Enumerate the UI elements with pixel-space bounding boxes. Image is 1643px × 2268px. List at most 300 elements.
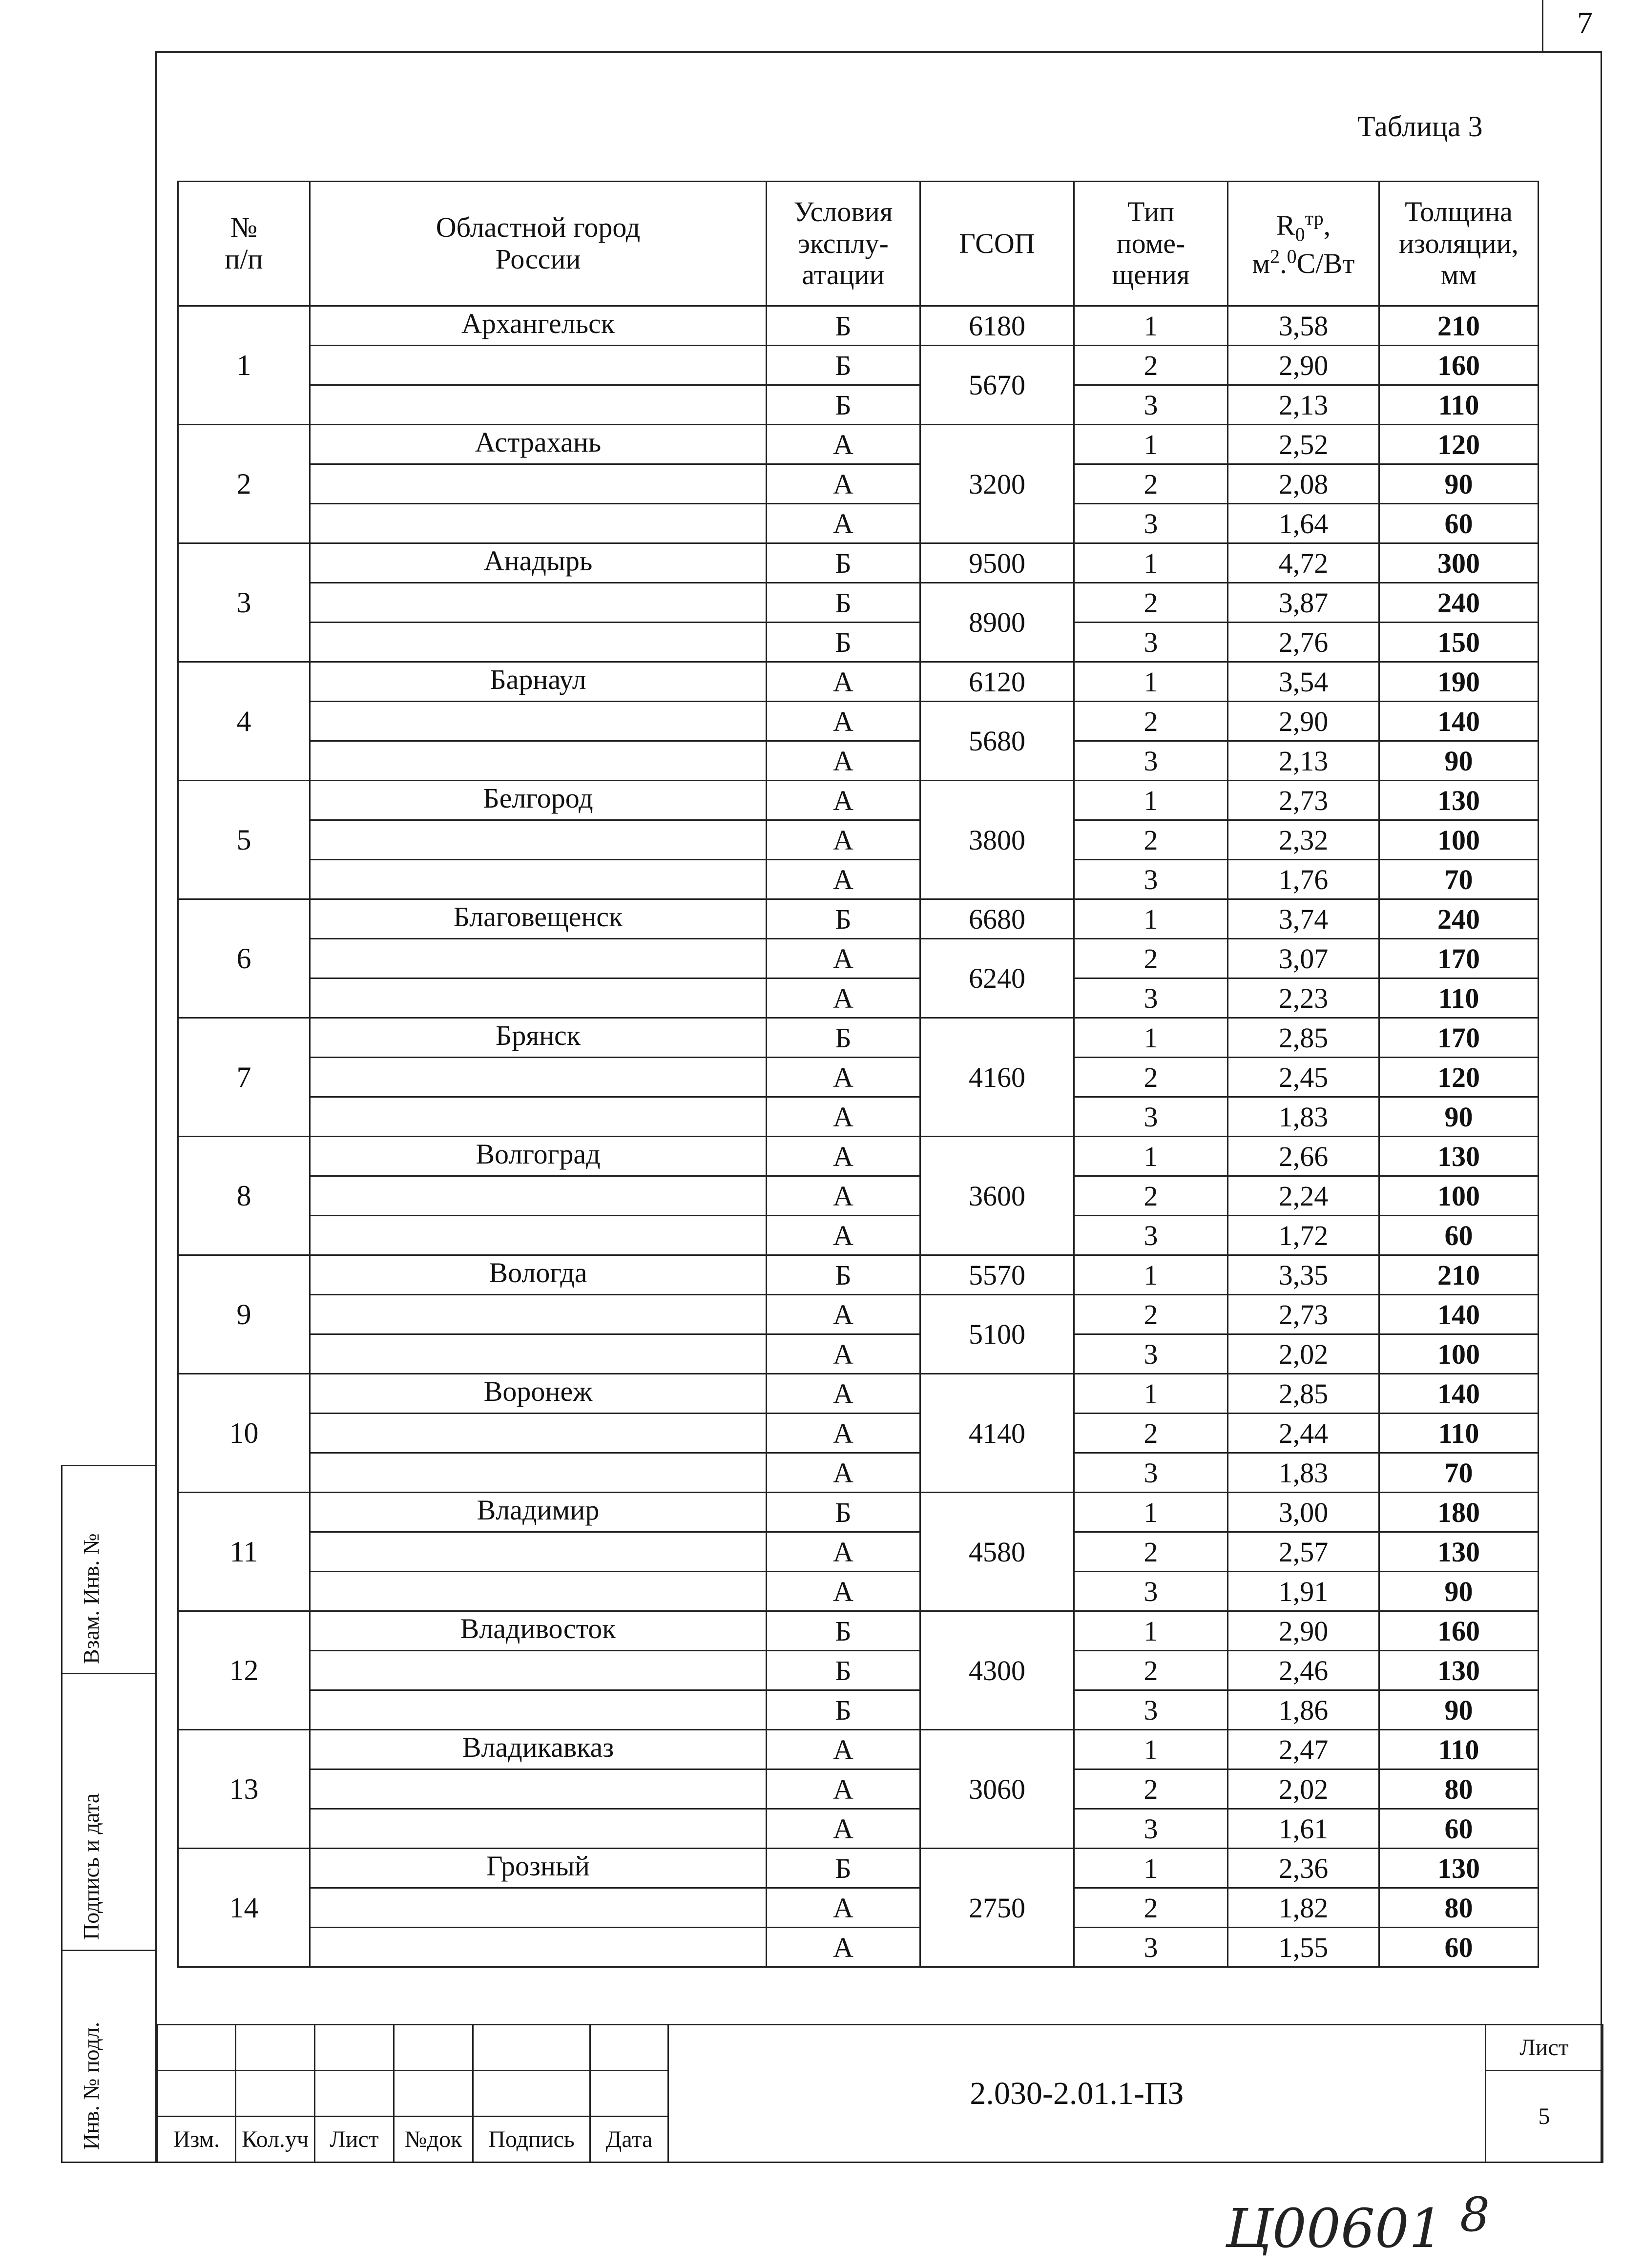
thickness-cell: 120 bbox=[1379, 425, 1539, 464]
thickness-cell: 240 bbox=[1379, 899, 1539, 939]
thickness-cell: 80 bbox=[1379, 1888, 1539, 1928]
room-type-cell: 3 bbox=[1074, 1216, 1228, 1255]
city-name: Барнаул bbox=[310, 662, 767, 702]
table-row bbox=[178, 1453, 1539, 1493]
tb-cell bbox=[315, 2025, 394, 2071]
room-type-cell: 2 bbox=[1074, 1651, 1228, 1690]
page-number: 7 bbox=[1577, 5, 1593, 40]
conditions-cell: А bbox=[767, 1414, 920, 1453]
city-empty-cell bbox=[310, 1928, 767, 1967]
table-row bbox=[178, 1611, 1539, 1651]
gsop-cell: 3200 bbox=[920, 425, 1074, 543]
table-row bbox=[178, 1928, 1539, 1967]
table-row bbox=[178, 1493, 1539, 1532]
tb-cell bbox=[590, 2025, 668, 2071]
room-type-cell: 3 bbox=[1074, 385, 1228, 425]
table-row bbox=[178, 385, 1539, 425]
conditions-cell: Б bbox=[767, 1018, 920, 1058]
city-name: Вологда bbox=[310, 1255, 767, 1295]
tb-cell bbox=[158, 2025, 236, 2071]
city-empty-cell bbox=[310, 1651, 767, 1690]
table-row bbox=[178, 820, 1539, 860]
city-empty-cell bbox=[310, 1532, 767, 1572]
gsop-cell: 6240 bbox=[920, 939, 1074, 1018]
thickness-cell: 60 bbox=[1379, 1928, 1539, 1967]
table-row bbox=[178, 1730, 1539, 1769]
row-number: 3 bbox=[178, 543, 310, 662]
thickness-cell: 110 bbox=[1379, 1414, 1539, 1453]
resistance-cell: 2,76 bbox=[1228, 623, 1379, 662]
conditions-cell: А bbox=[767, 741, 920, 781]
conditions-cell: А bbox=[767, 860, 920, 899]
resistance-cell: 3,58 bbox=[1228, 306, 1379, 346]
conditions-cell: Б bbox=[767, 623, 920, 662]
city-empty-cell bbox=[310, 1453, 767, 1493]
tb-cell bbox=[473, 2025, 590, 2071]
table-row bbox=[178, 1018, 1539, 1058]
room-type-cell: 3 bbox=[1074, 741, 1228, 781]
thickness-cell: 90 bbox=[1379, 1572, 1539, 1611]
city-empty-cell bbox=[310, 860, 767, 899]
table-row bbox=[178, 860, 1539, 899]
table-row bbox=[178, 702, 1539, 741]
conditions-cell: А bbox=[767, 1453, 920, 1493]
city-empty-cell bbox=[310, 1097, 767, 1137]
conditions-cell: А bbox=[767, 1809, 920, 1849]
row-number: 6 bbox=[178, 899, 310, 1018]
resistance-cell: 2,57 bbox=[1228, 1532, 1379, 1572]
conditions-cell: Б bbox=[767, 583, 920, 623]
gsop-cell: 3600 bbox=[920, 1137, 1074, 1255]
table-row bbox=[178, 504, 1539, 543]
table-row bbox=[178, 1216, 1539, 1255]
resistance-cell: 2,08 bbox=[1228, 464, 1379, 504]
resistance-cell: 2,32 bbox=[1228, 820, 1379, 860]
room-type-cell: 3 bbox=[1074, 623, 1228, 662]
sheet-label: Лист bbox=[1486, 2025, 1603, 2071]
gsop-cell: 6120 bbox=[920, 662, 1074, 702]
table-caption: Таблица 3 bbox=[1357, 110, 1483, 143]
conditions-cell: Б bbox=[767, 1690, 920, 1730]
row-number: 1 bbox=[178, 306, 310, 425]
conditions-cell: А bbox=[767, 1058, 920, 1097]
room-type-cell: 3 bbox=[1074, 1928, 1228, 1967]
resistance-cell: 2,46 bbox=[1228, 1651, 1379, 1690]
resistance-cell: 3,07 bbox=[1228, 939, 1379, 978]
gsop-cell: 3060 bbox=[920, 1730, 1074, 1849]
conditions-cell: А bbox=[767, 820, 920, 860]
thickness-cell: 110 bbox=[1379, 385, 1539, 425]
room-type-cell: 2 bbox=[1074, 702, 1228, 741]
gsop-cell: 3800 bbox=[920, 781, 1074, 899]
gsop-cell: 4160 bbox=[920, 1018, 1074, 1137]
room-type-cell: 3 bbox=[1074, 1572, 1228, 1611]
header-gsop: ГСОП bbox=[920, 182, 1074, 306]
city-name: Грозный bbox=[310, 1849, 767, 1888]
room-type-cell: 2 bbox=[1074, 464, 1228, 504]
table-row bbox=[178, 623, 1539, 662]
table-row bbox=[178, 346, 1539, 385]
room-type-cell: 1 bbox=[1074, 662, 1228, 702]
room-type-cell: 1 bbox=[1074, 1137, 1228, 1176]
room-type-cell: 2 bbox=[1074, 1058, 1228, 1097]
resistance-cell: 2,90 bbox=[1228, 702, 1379, 741]
room-type-cell: 2 bbox=[1074, 1888, 1228, 1928]
table-row bbox=[178, 1572, 1539, 1611]
table-row bbox=[178, 543, 1539, 583]
table-row bbox=[178, 1888, 1539, 1928]
table-row bbox=[178, 1690, 1539, 1730]
thickness-cell: 100 bbox=[1379, 1176, 1539, 1216]
table-header-row bbox=[178, 182, 1539, 306]
thickness-cell: 80 bbox=[1379, 1769, 1539, 1809]
tb-col-date: Дата bbox=[590, 2117, 668, 2163]
resistance-cell: 2,90 bbox=[1228, 1611, 1379, 1651]
resistance-cell: 1,83 bbox=[1228, 1453, 1379, 1493]
room-type-cell: 3 bbox=[1074, 1097, 1228, 1137]
thickness-cell: 110 bbox=[1379, 978, 1539, 1018]
room-type-cell: 2 bbox=[1074, 583, 1228, 623]
table-row bbox=[178, 1651, 1539, 1690]
table-row bbox=[178, 464, 1539, 504]
city-empty-cell bbox=[310, 820, 767, 860]
resistance-cell: 3,54 bbox=[1228, 662, 1379, 702]
resistance-cell: 1,86 bbox=[1228, 1690, 1379, 1730]
gsop-cell: 6680 bbox=[920, 899, 1074, 939]
handwritten-number: 8 bbox=[1460, 2187, 1490, 2242]
thickness-cell: 90 bbox=[1379, 1097, 1539, 1137]
city-empty-cell bbox=[310, 1414, 767, 1453]
city-name: Белгород bbox=[310, 781, 767, 820]
frame-line bbox=[1601, 51, 1602, 2163]
thickness-cell: 130 bbox=[1379, 1849, 1539, 1888]
conditions-cell: А bbox=[767, 1928, 920, 1967]
resistance-cell: 2,36 bbox=[1228, 1849, 1379, 1888]
conditions-cell: А bbox=[767, 1888, 920, 1928]
conditions-cell: А bbox=[767, 1334, 920, 1374]
row-number: 14 bbox=[178, 1849, 310, 1967]
room-type-cell: 3 bbox=[1074, 978, 1228, 1018]
resistance-cell: 1,83 bbox=[1228, 1097, 1379, 1137]
tb-cell bbox=[315, 2071, 394, 2117]
conditions-cell: А bbox=[767, 781, 920, 820]
thickness-cell: 140 bbox=[1379, 1295, 1539, 1334]
conditions-cell: Б bbox=[767, 1849, 920, 1888]
thickness-cell: 210 bbox=[1379, 1255, 1539, 1295]
conditions-cell: А bbox=[767, 662, 920, 702]
table-row bbox=[178, 939, 1539, 978]
city-empty-cell bbox=[310, 939, 767, 978]
city-name: Благовещенск bbox=[310, 899, 767, 939]
thickness-cell: 210 bbox=[1379, 306, 1539, 346]
city-empty-cell bbox=[310, 504, 767, 543]
city-empty-cell bbox=[310, 1176, 767, 1216]
table-row bbox=[178, 1334, 1539, 1374]
resistance-cell: 3,74 bbox=[1228, 899, 1379, 939]
resistance-cell: 2,23 bbox=[1228, 978, 1379, 1018]
header-resistance: $R_0^{тр}$, $м^2.^0С/Вт$ bbox=[1228, 182, 1379, 306]
conditions-cell: А bbox=[767, 1216, 920, 1255]
thickness-cell: 70 bbox=[1379, 1453, 1539, 1493]
resistance-cell: 2,52 bbox=[1228, 425, 1379, 464]
city-name: Владимир bbox=[310, 1493, 767, 1532]
gsop-cell: 8900 bbox=[920, 583, 1074, 662]
row-number: 13 bbox=[178, 1730, 310, 1849]
conditions-cell: Б bbox=[767, 1611, 920, 1651]
side-label-replacement: Взам. Инв. № bbox=[79, 1533, 104, 1664]
city-empty-cell bbox=[310, 464, 767, 504]
room-type-cell: 3 bbox=[1074, 1809, 1228, 1849]
room-type-cell: 1 bbox=[1074, 1611, 1228, 1651]
thickness-cell: 130 bbox=[1379, 1137, 1539, 1176]
resistance-cell: 1,76 bbox=[1228, 860, 1379, 899]
document-code: 2.030-2.01.1-ПЗ bbox=[668, 2025, 1486, 2163]
resistance-cell: 1,64 bbox=[1228, 504, 1379, 543]
room-type-cell: 2 bbox=[1074, 1295, 1228, 1334]
side-stamp-strip bbox=[61, 1465, 157, 2163]
room-type-cell: 3 bbox=[1074, 1334, 1228, 1374]
resistance-cell: 2,66 bbox=[1228, 1137, 1379, 1176]
room-type-cell: 1 bbox=[1074, 306, 1228, 346]
gsop-cell: 6180 bbox=[920, 306, 1074, 346]
row-number: 2 bbox=[178, 425, 310, 543]
resistance-cell: 2,90 bbox=[1228, 346, 1379, 385]
city-empty-cell bbox=[310, 1334, 767, 1374]
gsop-cell: 5680 bbox=[920, 702, 1074, 781]
row-number: 7 bbox=[178, 1018, 310, 1137]
conditions-cell: А bbox=[767, 1572, 920, 1611]
table-row bbox=[178, 1769, 1539, 1809]
tb-col-doc: №док bbox=[394, 2117, 473, 2163]
gsop-cell: 9500 bbox=[920, 543, 1074, 583]
table-row bbox=[178, 425, 1539, 464]
thickness-cell: 110 bbox=[1379, 1730, 1539, 1769]
city-empty-cell bbox=[310, 385, 767, 425]
city-empty-cell bbox=[310, 1769, 767, 1809]
resistance-cell: 3,00 bbox=[1228, 1493, 1379, 1532]
resistance-cell: 2,85 bbox=[1228, 1374, 1379, 1414]
thickness-cell: 160 bbox=[1379, 1611, 1539, 1651]
conditions-cell: А bbox=[767, 978, 920, 1018]
room-type-cell: 1 bbox=[1074, 899, 1228, 939]
side-label-signature: Подпись и дата bbox=[79, 1793, 104, 1940]
room-type-cell: 2 bbox=[1074, 1414, 1228, 1453]
table-row bbox=[178, 1295, 1539, 1334]
header-room-type: Тип поме- щения bbox=[1074, 182, 1228, 306]
city-empty-cell bbox=[310, 1216, 767, 1255]
room-type-cell: 2 bbox=[1074, 1769, 1228, 1809]
room-type-cell: 1 bbox=[1074, 1018, 1228, 1058]
resistance-cell: 1,61 bbox=[1228, 1809, 1379, 1849]
conditions-cell: А bbox=[767, 425, 920, 464]
header-number: № п/п bbox=[178, 182, 310, 306]
resistance-cell: 1,91 bbox=[1228, 1572, 1379, 1611]
row-number: 5 bbox=[178, 781, 310, 899]
conditions-cell: Б bbox=[767, 1493, 920, 1532]
thickness-cell: 130 bbox=[1379, 781, 1539, 820]
handwritten-code: Ц00601 bbox=[1226, 2197, 1443, 2260]
room-type-cell: 1 bbox=[1074, 543, 1228, 583]
row-number: 10 bbox=[178, 1374, 310, 1493]
table-row bbox=[178, 1176, 1539, 1216]
thickness-cell: 120 bbox=[1379, 1058, 1539, 1097]
room-type-cell: 1 bbox=[1074, 425, 1228, 464]
header-conditions: Условия эксплу- атации bbox=[767, 182, 920, 306]
room-type-cell: 3 bbox=[1074, 1690, 1228, 1730]
resistance-cell: 2,45 bbox=[1228, 1058, 1379, 1097]
thickness-cell: 60 bbox=[1379, 1809, 1539, 1849]
thickness-cell: 90 bbox=[1379, 741, 1539, 781]
table-row bbox=[178, 741, 1539, 781]
conditions-cell: Б bbox=[767, 306, 920, 346]
thickness-cell: 140 bbox=[1379, 1374, 1539, 1414]
table-row bbox=[178, 583, 1539, 623]
room-type-cell: 3 bbox=[1074, 504, 1228, 543]
conditions-cell: А bbox=[767, 1176, 920, 1216]
tb-col-signature: Подпись bbox=[473, 2117, 590, 2163]
city-empty-cell bbox=[310, 1690, 767, 1730]
header-city: Областной город России bbox=[310, 182, 767, 306]
city-name: Владикавказ bbox=[310, 1730, 767, 1769]
tb-col-change: Изм. bbox=[158, 2117, 236, 2163]
conditions-cell: А bbox=[767, 939, 920, 978]
room-type-cell: 3 bbox=[1074, 860, 1228, 899]
conditions-cell: А bbox=[767, 1137, 920, 1176]
thickness-cell: 100 bbox=[1379, 820, 1539, 860]
table-row bbox=[178, 1532, 1539, 1572]
tb-col-count: Кол.уч bbox=[236, 2117, 315, 2163]
thickness-cell: 160 bbox=[1379, 346, 1539, 385]
thickness-cell: 170 bbox=[1379, 939, 1539, 978]
city-empty-cell bbox=[310, 583, 767, 623]
room-type-cell: 3 bbox=[1074, 1453, 1228, 1493]
thickness-cell: 60 bbox=[1379, 1216, 1539, 1255]
table-row bbox=[178, 1809, 1539, 1849]
gsop-cell: 4300 bbox=[920, 1611, 1074, 1730]
table-row bbox=[178, 662, 1539, 702]
thickness-cell: 240 bbox=[1379, 583, 1539, 623]
gsop-cell: 5100 bbox=[920, 1295, 1074, 1374]
city-name: Воронеж bbox=[310, 1374, 767, 1414]
resistance-cell: 2,85 bbox=[1228, 1018, 1379, 1058]
gsop-cell: 4140 bbox=[920, 1374, 1074, 1493]
conditions-cell: А bbox=[767, 1730, 920, 1769]
conditions-cell: А bbox=[767, 1374, 920, 1414]
table-row bbox=[178, 1058, 1539, 1097]
conditions-cell: А bbox=[767, 464, 920, 504]
thickness-cell: 60 bbox=[1379, 504, 1539, 543]
conditions-cell: А bbox=[767, 1532, 920, 1572]
tb-cell bbox=[158, 2071, 236, 2117]
conditions-cell: Б bbox=[767, 1651, 920, 1690]
thickness-cell: 180 bbox=[1379, 1493, 1539, 1532]
resistance-cell: 1,72 bbox=[1228, 1216, 1379, 1255]
room-type-cell: 2 bbox=[1074, 346, 1228, 385]
table-row bbox=[178, 1097, 1539, 1137]
room-type-cell: 2 bbox=[1074, 1176, 1228, 1216]
thickness-cell: 70 bbox=[1379, 860, 1539, 899]
tb-cell bbox=[236, 2025, 315, 2071]
room-type-cell: 2 bbox=[1074, 820, 1228, 860]
gsop-cell: 4580 bbox=[920, 1493, 1074, 1611]
resistance-cell: 1,55 bbox=[1228, 1928, 1379, 1967]
row-number: 11 bbox=[178, 1493, 310, 1611]
sheet-number: 5 bbox=[1486, 2071, 1603, 2163]
room-type-cell: 1 bbox=[1074, 1730, 1228, 1769]
resistance-cell: 1,82 bbox=[1228, 1888, 1379, 1928]
table-row bbox=[178, 1255, 1539, 1295]
resistance-cell: 2,73 bbox=[1228, 1295, 1379, 1334]
row-number: 8 bbox=[178, 1137, 310, 1255]
conditions-cell: А bbox=[767, 702, 920, 741]
resistance-cell: 2,02 bbox=[1228, 1769, 1379, 1809]
table-row bbox=[178, 978, 1539, 1018]
conditions-cell: Б bbox=[767, 385, 920, 425]
city-name: Волгоград bbox=[310, 1137, 767, 1176]
city-name: Архангельск bbox=[310, 306, 767, 346]
city-empty-cell bbox=[310, 741, 767, 781]
gsop-cell: 5570 bbox=[920, 1255, 1074, 1295]
thickness-cell: 90 bbox=[1379, 1690, 1539, 1730]
room-type-cell: 2 bbox=[1074, 939, 1228, 978]
city-name: Астрахань bbox=[310, 425, 767, 464]
city-empty-cell bbox=[310, 346, 767, 385]
header-thickness: Толщина изоляции, мм bbox=[1379, 182, 1539, 306]
table-row bbox=[178, 1414, 1539, 1453]
conditions-cell: А bbox=[767, 1295, 920, 1334]
conditions-cell: Б bbox=[767, 543, 920, 583]
tb-cell bbox=[394, 2071, 473, 2117]
table-row bbox=[178, 306, 1539, 346]
thickness-cell: 140 bbox=[1379, 702, 1539, 741]
thickness-cell: 90 bbox=[1379, 464, 1539, 504]
city-empty-cell bbox=[310, 1888, 767, 1928]
frame-line bbox=[1542, 0, 1543, 53]
conditions-cell: А bbox=[767, 504, 920, 543]
resistance-cell: 3,35 bbox=[1228, 1255, 1379, 1295]
table-row bbox=[178, 1374, 1539, 1414]
row-number: 4 bbox=[178, 662, 310, 781]
thickness-cell: 100 bbox=[1379, 1334, 1539, 1374]
room-type-cell: 1 bbox=[1074, 1849, 1228, 1888]
frame-line bbox=[155, 51, 1601, 53]
gsop-cell: 5670 bbox=[920, 346, 1074, 425]
resistance-cell: 2,73 bbox=[1228, 781, 1379, 820]
thickness-cell: 170 bbox=[1379, 1018, 1539, 1058]
city-name: Брянск bbox=[310, 1018, 767, 1058]
resistance-cell: 2,47 bbox=[1228, 1730, 1379, 1769]
gsop-cell: 2750 bbox=[920, 1849, 1074, 1967]
tb-cell bbox=[473, 2071, 590, 2117]
table-row bbox=[178, 1849, 1539, 1888]
resistance-cell: 3,87 bbox=[1228, 583, 1379, 623]
conditions-cell: А bbox=[767, 1097, 920, 1137]
side-label-inventory: Инв. № подл. bbox=[79, 2021, 104, 2150]
city-empty-cell bbox=[310, 978, 767, 1018]
tb-cell bbox=[590, 2071, 668, 2117]
resistance-cell: 2,13 bbox=[1228, 385, 1379, 425]
thickness-cell: 150 bbox=[1379, 623, 1539, 662]
row-number: 12 bbox=[178, 1611, 310, 1730]
thickness-cell: 130 bbox=[1379, 1532, 1539, 1572]
city-empty-cell bbox=[310, 1809, 767, 1849]
conditions-cell: Б bbox=[767, 346, 920, 385]
conditions-cell: Б bbox=[767, 1255, 920, 1295]
row-number: 9 bbox=[178, 1255, 310, 1374]
resistance-cell: 2,44 bbox=[1228, 1414, 1379, 1453]
resistance-cell: 2,02 bbox=[1228, 1334, 1379, 1374]
conditions-cell: Б bbox=[767, 899, 920, 939]
